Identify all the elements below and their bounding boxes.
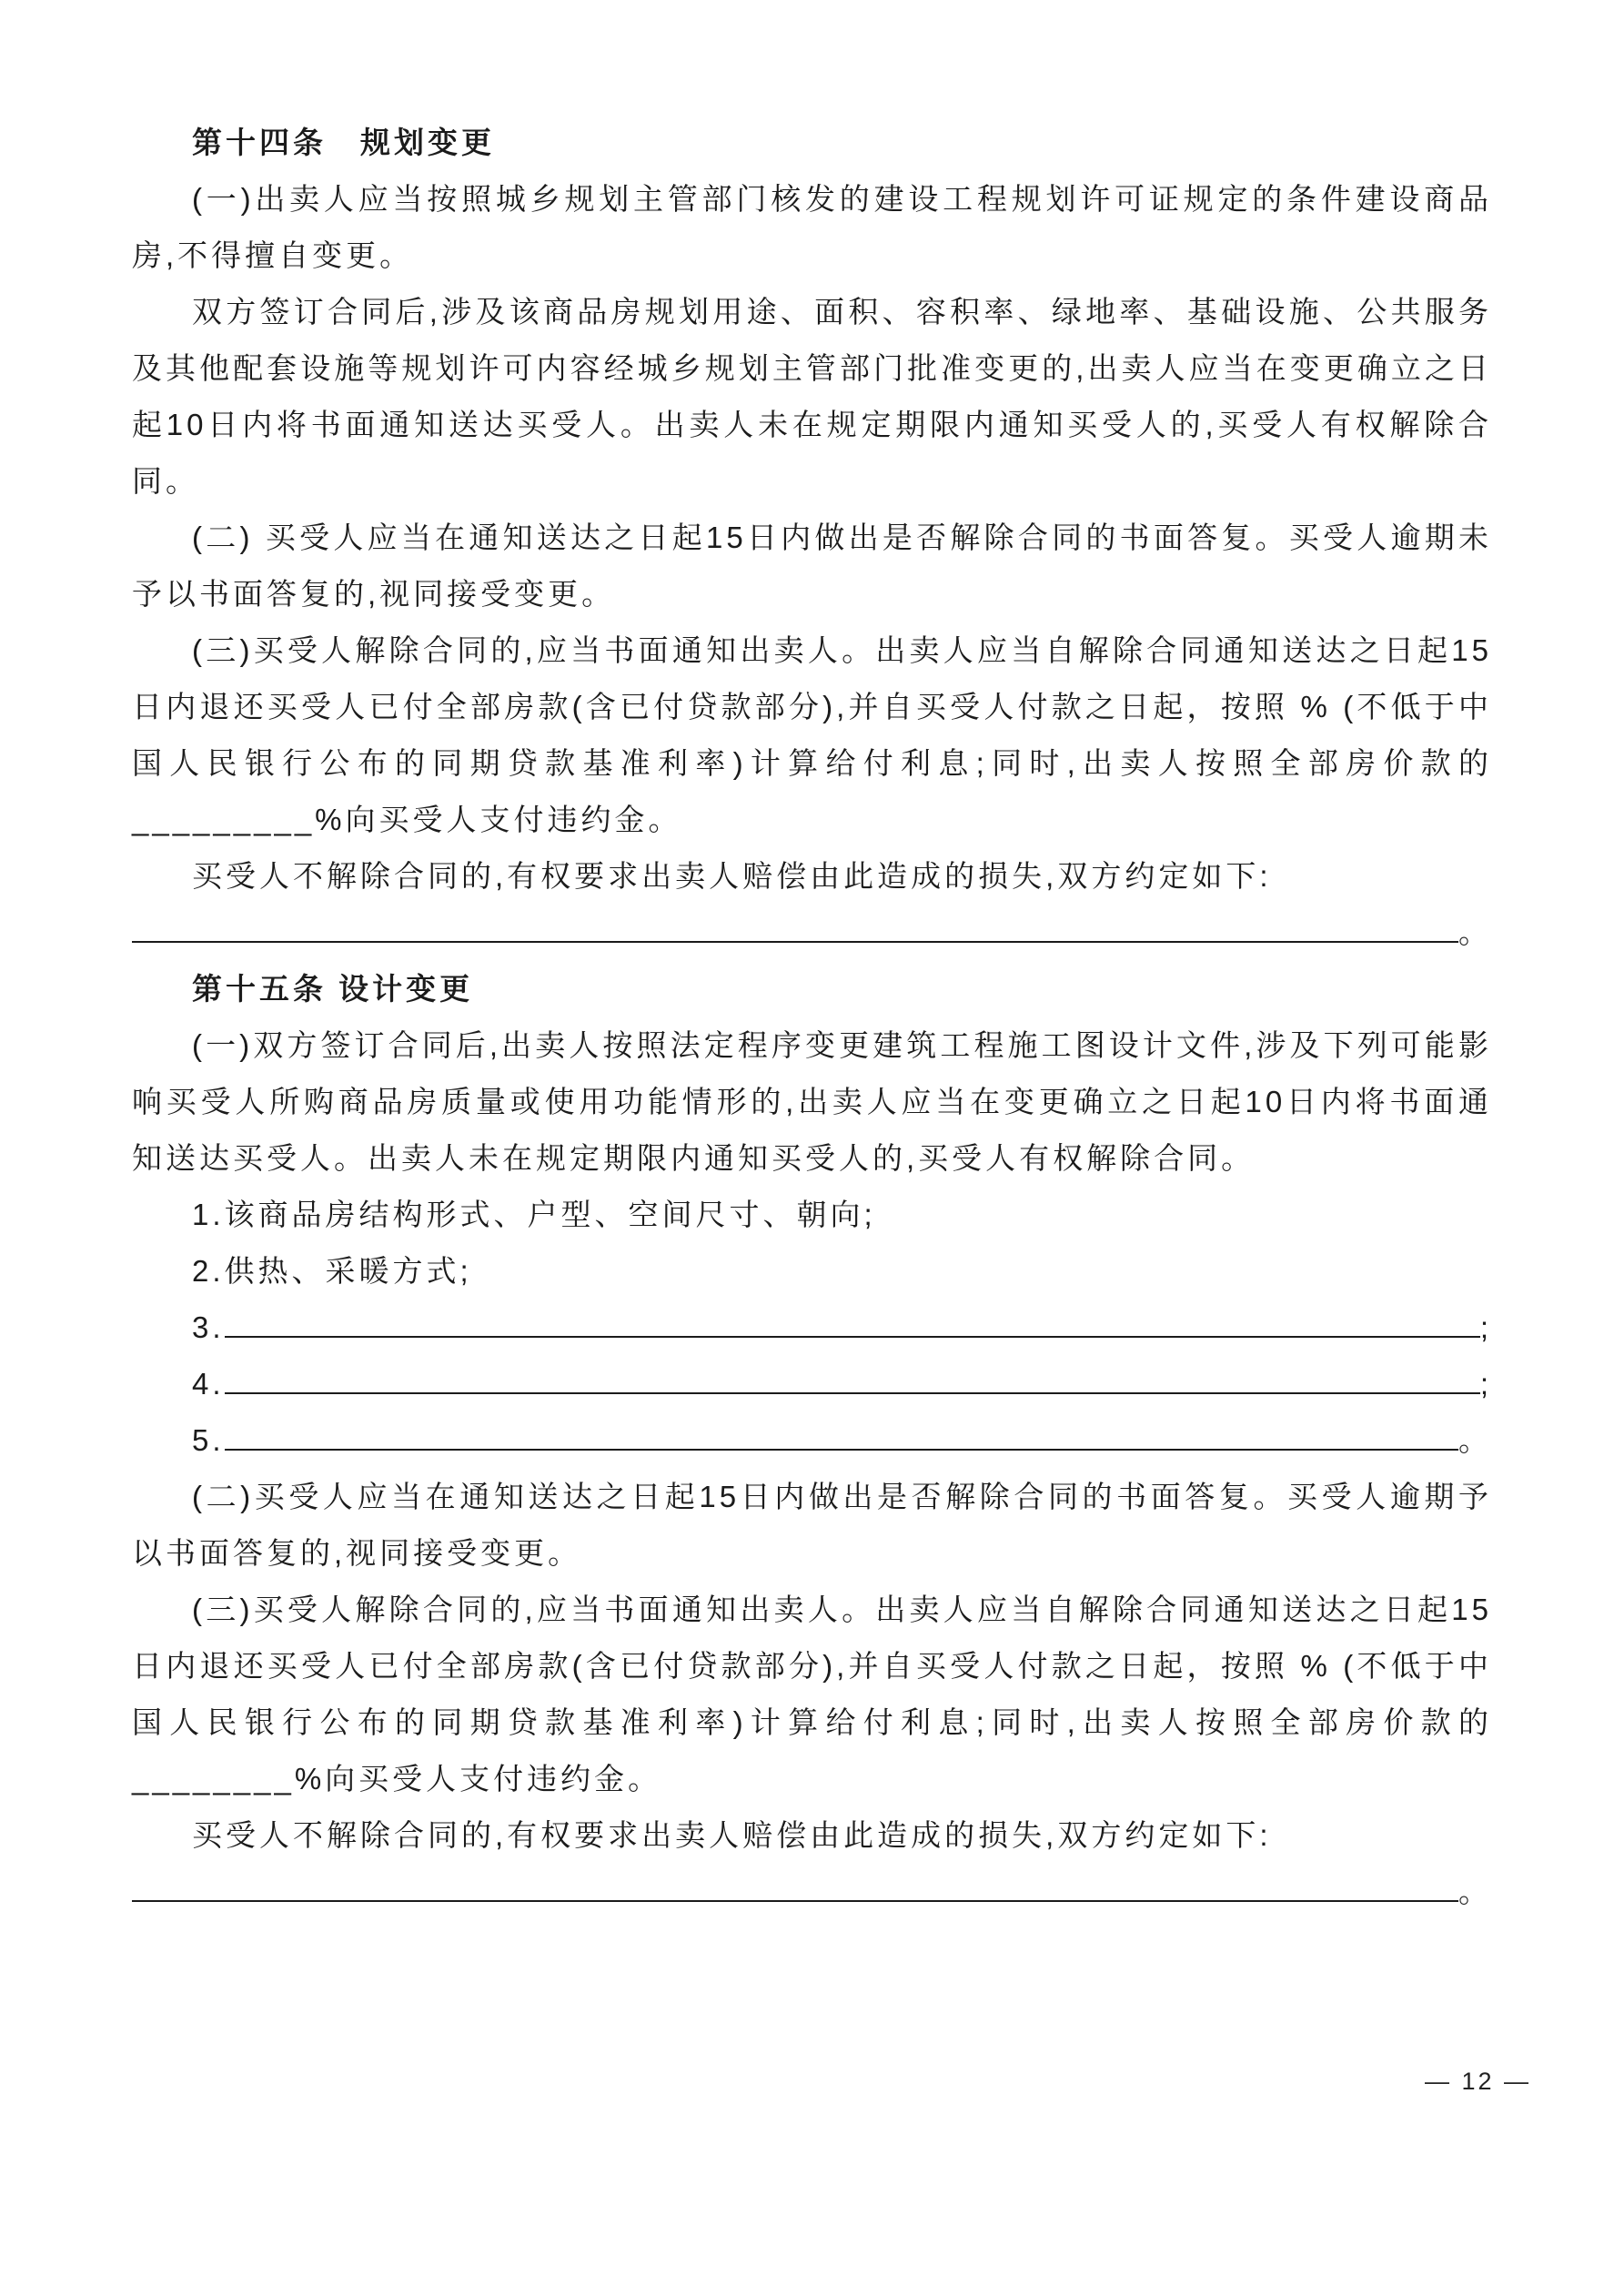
line-end-punctuation: ; [1479,1367,1492,1401]
item-number: 3. [192,1310,225,1344]
section-heading: 第十四条 规划变更 [192,126,495,159]
item-number: 4. [192,1367,225,1401]
blank-underline [132,1900,1458,1902]
contract-paragraph: 买受人不解除合同的,有权要求出卖人赔偿由此造成的损失,双方约定如下: [192,859,1272,893]
fill-in-blank-line [132,905,1492,961]
contract-paragraph: 买受人不解除合同的,有权要求出卖人赔偿由此造成的损失,双方约定如下: [192,1818,1272,1852]
blank-underline [225,1336,1480,1338]
page-number: — 12 — [1424,2068,1531,2095]
contract-paragraph: (一)双方签订合同后,出卖人按照法定程序变更建筑工程施工图设计文件,涉及下列可能影响买受人所购商品房质量或使用功能情形的,出卖人应当在变更确立之日起10日内将书面通知送达买受人。出卖人未在规定期限内通知买受人的,买受人有权解除合同。 [132,1028,1492,1175]
blank-underline [132,941,1458,943]
line-end-punctuation: 。 [1458,915,1492,949]
fill-in-blank-line [132,1864,1492,1920]
blank-underline [225,1449,1458,1451]
line-end-punctuation: 。 [1458,1875,1492,1908]
contract-paragraph: 2.供热、采暖方式; [192,1254,472,1288]
contract-paragraph: (二) 买受人应当在通知送达之日起15日内做出是否解除合同的书面答复。买受人逾期未予以书面答复的,视同接受变更。 [132,521,1492,611]
numbered-blank-item [132,1412,1492,1469]
section-heading: 第十五条 设计变更 [192,972,474,1006]
blank-underline [225,1392,1480,1394]
numbered-blank-item [132,1300,1492,1356]
numbered-blank-item [132,1356,1492,1412]
item-number: 5. [192,1423,225,1457]
line-end-punctuation: ; [1479,1310,1492,1344]
line-end-punctuation: 。 [1458,1423,1492,1457]
contract-paragraph: (三)买受人解除合同的,应当书面通知出卖人。出卖人应当自解除合同通知送达之日起15日内退还买受人已付全部房款(含已付贷款部分),并自买受人付款之日起，按照 % (不低于中国人民银行公布的同期贷款基准利率)计算给付利息;同时,出卖人按照全部房价款的_________%向买受人支付违约金。 [132,633,1492,836]
contract-paragraph: (二)买受人应当在通知送达之日起15日内做出是否解除合同的书面答复。买受人逾期予以书面答复的,视同接受变更。 [132,1480,1492,1570]
page-footer [1425,2068,1531,2096]
contract-paragraph: 双方签订合同后,涉及该商品房规划用途、面积、容积率、绿地率、基础设施、公共服务及其他配套设施等规划许可内容经城乡规划主管部门批准变更的,出卖人应当在变更确立之日起10日内将书面通知送达买受人。出卖人未在规定期限内通知买受人的,买受人有权解除合同。 [132,295,1492,498]
contract-paragraph: (三)买受人解除合同的,应当书面通知出卖人。出卖人应当自解除合同通知送达之日起15日内退还买受人已付全部房款(含已付贷款部分),并自买受人付款之日起，按照 % (不低于中国人民银行公布的同期贷款基准利率)计算给付利息;同时,出卖人按照全部房价款的________%向买受人支付违约金。 [132,1593,1492,1795]
contract-paragraph: (一)出卖人应当按照城乡规划主管部门核发的建设工程规划许可证规定的条件建设商品房,不得擅自变更。 [132,182,1492,272]
contract-paragraph: 1.该商品房结构形式、户型、空间尺寸、朝向; [192,1198,876,1231]
contract-body [132,115,1492,1920]
